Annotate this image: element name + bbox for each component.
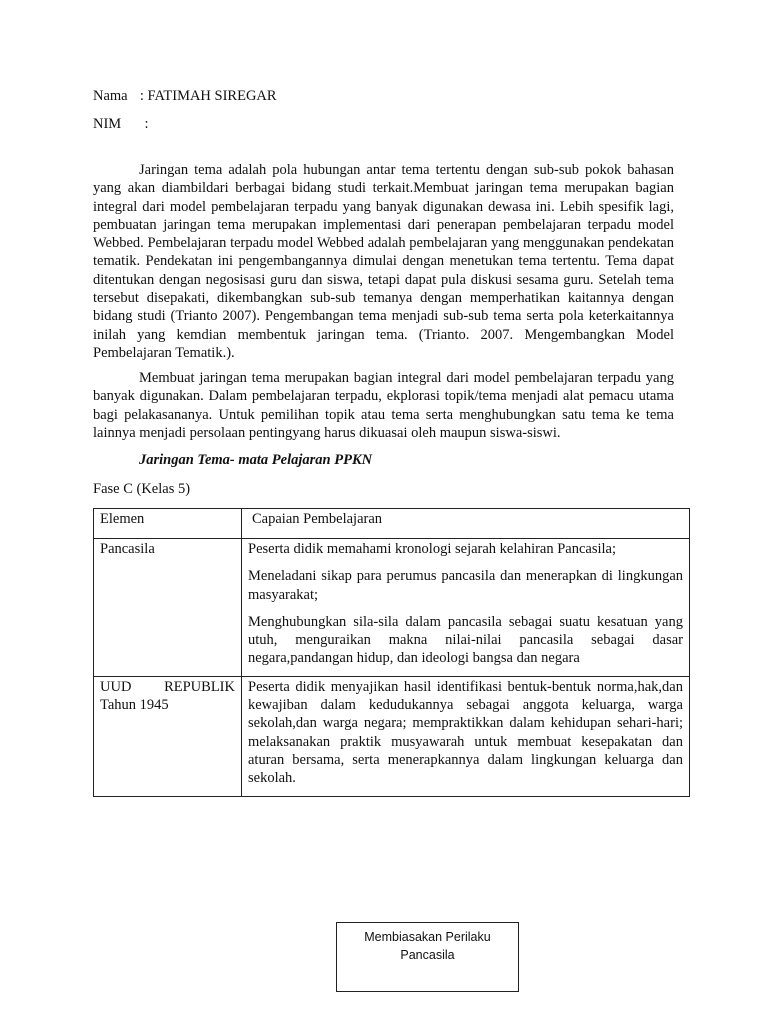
elemen-line [100,678,235,696]
capaian-cell [242,676,690,796]
capaian-item: Meneladani sikap para perumus pancasila dan menerapkan di lingkungan masyarakat; [248,568,683,603]
theme-box [336,922,519,992]
paragraph-1 [93,161,674,362]
capaian-cell [242,539,690,677]
elemen-cell [94,676,242,796]
nama-label: Nama [93,88,128,104]
table-header-row [94,509,690,539]
capaian-item: Peserta didik memahami kronologi sejarah kelahiran Pancasila; [248,541,617,557]
nim-row [93,116,148,133]
paragraph-2 [93,369,674,442]
nama-value: : FATIMAH SIREGAR [139,88,277,104]
elemen-line: Tahun 1945 [100,697,169,714]
theme-box-label: Membiasakan Perilaku Pancasila [364,930,491,962]
nim-value: : [144,116,149,132]
capaian-table [93,508,690,797]
paragraph-1-text: Jaringan tema adalah pola hubungan antar tema tertentu dengan sub-sub pokok bahasan yang akan diambildari berbagai bidang studi terkait.Membuat jaringan tema merupakan bagian integral dari model pembelajaran terpadu yang banyak digunakan dewasa ini. Lebih spesifik lagi, pembuatan jaringan tema merupakan implementasi dari penerapan pembelajaran terpadu model Webbed. Pembelajaran terpadu model Webbed adalah pembelajaran yang menggunakan pendekatan tematik. Pendekatan ini pengembangannya dimulai dengan menetukan tema tertentu. Tema dapat ditentukan dengan negosisasi guru dan siswa, tetapi dapat pula diskusi sesama guru. Setelah tema tersebut disepakati, dikembangkan sub-sub temanya dengan memperhatikan kaitannya dengan bidang studi (Trianto 2007). Pengembangan tema menjadi sub-sub tema serta pola keterkaitannya inilah yang kemdian membentuk jaringan tema. (Trianto. 2007. Mengembangkan Model Pembelajaran Tematik.). [93,162,674,361]
elemen-word: REPUBLIK [164,678,235,695]
capaian-item: Menghubungkan sila-sila dalam pancasila sebagai suatu kesatuan yang utuh, menguraikan makna nilai-nilai pancasila sebagai dasar negara,pandangan hidup, dan ideologi bangsa dan negara [248,613,683,667]
elemen-word: UUD [100,678,132,695]
header-capaian: Capaian Pembelajaran [242,509,690,539]
table-row [94,676,690,796]
nim-label: NIM [93,116,122,132]
fase-label: Fase C (Kelas 5) [93,481,191,497]
header-elemen: Elemen [94,509,242,539]
capaian-item: Peserta didik menyajikan hasil identifikasi bentuk-bentuk norma,hak,dan kewajiban dalam kedudukannya sebagai anggota keluarga, warga sekolah,dan warga negara; mempraktikkan dalam kehidupan sehari-hari; melaksanakan praktik musyawarah untuk membuat kesepakatan dan aturan bersama, serta menerapkannya dalam lingkungan keluarga dan sekolah. [248,678,683,787]
elemen-cell: Pancasila [94,539,242,677]
paragraph-2-text: Membuat jaringan tema merupakan bagian integral dari model pembelajaran terpadu yang banyak digunakan. Dalam pembelajaran terpadu, ekplorasi topik/tema menjadi alat pemacu utama bagi pelakasananya. Untuk pemilihan topik atau tema serta menghubungkan satu tema ke tema lainnya menjadi persolaan pentingyang harus dikuasai oleh maupun siswa-siswi. [93,370,674,441]
section-heading: Jaringan Tema- mata Pelajaran PPKN [139,452,373,468]
nama-row [93,88,277,105]
table-row [94,539,690,677]
